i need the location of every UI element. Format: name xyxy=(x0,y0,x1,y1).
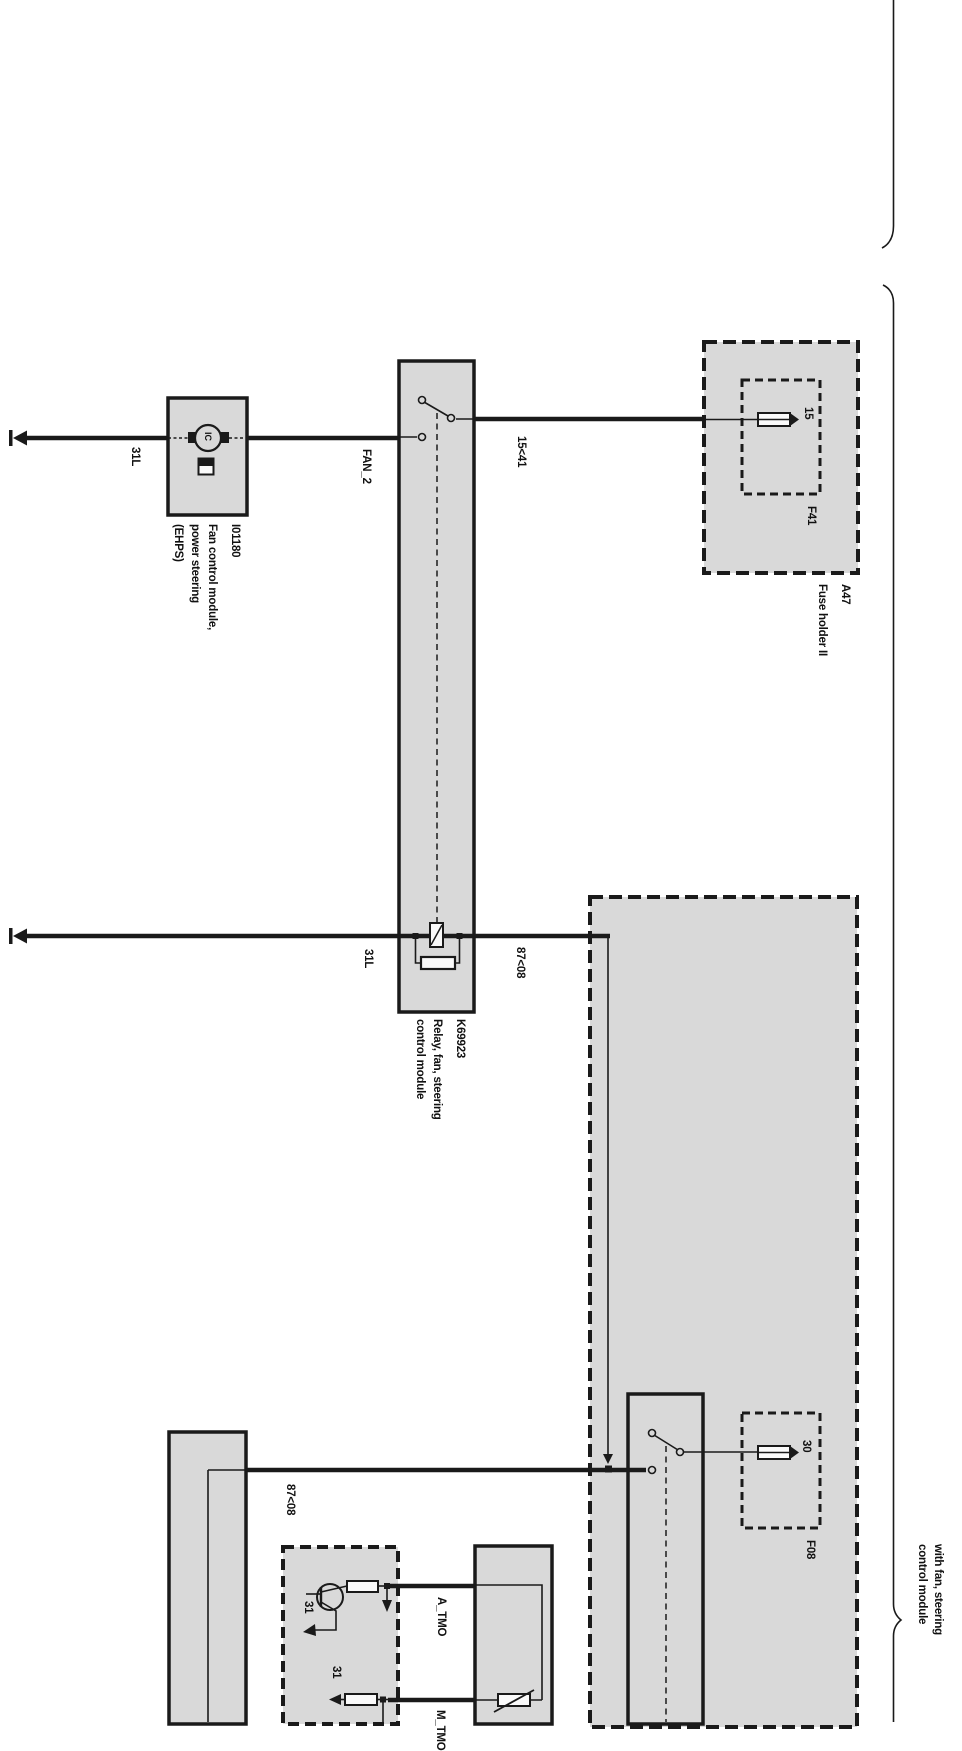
fan-module-box xyxy=(169,1432,246,1724)
wire-label-fan2: FAN_2 xyxy=(360,449,372,484)
fuse-f08-box xyxy=(742,1413,820,1528)
fuse-15-label: 15 xyxy=(802,407,814,420)
section-brace-lower xyxy=(883,285,901,1722)
wire-label-m-tmo: M_TMO xyxy=(434,1710,446,1751)
wire-label-87-08-right: 87<08 xyxy=(514,947,526,979)
wire-label-15-41: 15<41 xyxy=(515,436,527,468)
fuse-f41-label: F41 xyxy=(805,506,817,526)
fuse-30-label: 30 xyxy=(800,1440,812,1453)
component-label-a47: A47 Fuse holder II xyxy=(816,584,851,656)
wire-label-a-tmo: A_TMO xyxy=(435,1597,447,1637)
component-label-i01180: I01180 Fan control module, power steering (EHPS) xyxy=(172,524,241,631)
section-brace-upper xyxy=(882,0,894,248)
terminal-31-upper-label: 31 xyxy=(302,1601,314,1614)
page-connector-arrow-bottom xyxy=(9,928,27,944)
component-label-k69923: K69923 Relay, fan, steering control module xyxy=(414,1019,466,1120)
ground-symbol xyxy=(199,459,214,475)
page-connector-arrow-top xyxy=(9,430,27,446)
wire-label-31l-top: 31L xyxy=(129,447,141,467)
fuse-f08-label: F08 xyxy=(804,1540,816,1560)
wire-label-31l-bottom: 31L xyxy=(362,949,374,969)
section-brace-label: with fan, steering control module xyxy=(916,1544,944,1635)
wire-31l-bottom xyxy=(26,936,610,1456)
wire-label-87-08-left: 87<08 xyxy=(284,1484,296,1516)
wire-15-41 xyxy=(474,419,758,420)
relay-switch-box-lower xyxy=(628,1394,703,1724)
fuse-f41-box xyxy=(742,380,820,494)
terminal-31-lower-label: 31 xyxy=(330,1666,342,1679)
i01180-module-box xyxy=(168,398,247,515)
temp-sensor-module-box xyxy=(475,1546,552,1724)
ic-symbol-label: IC xyxy=(203,432,213,441)
